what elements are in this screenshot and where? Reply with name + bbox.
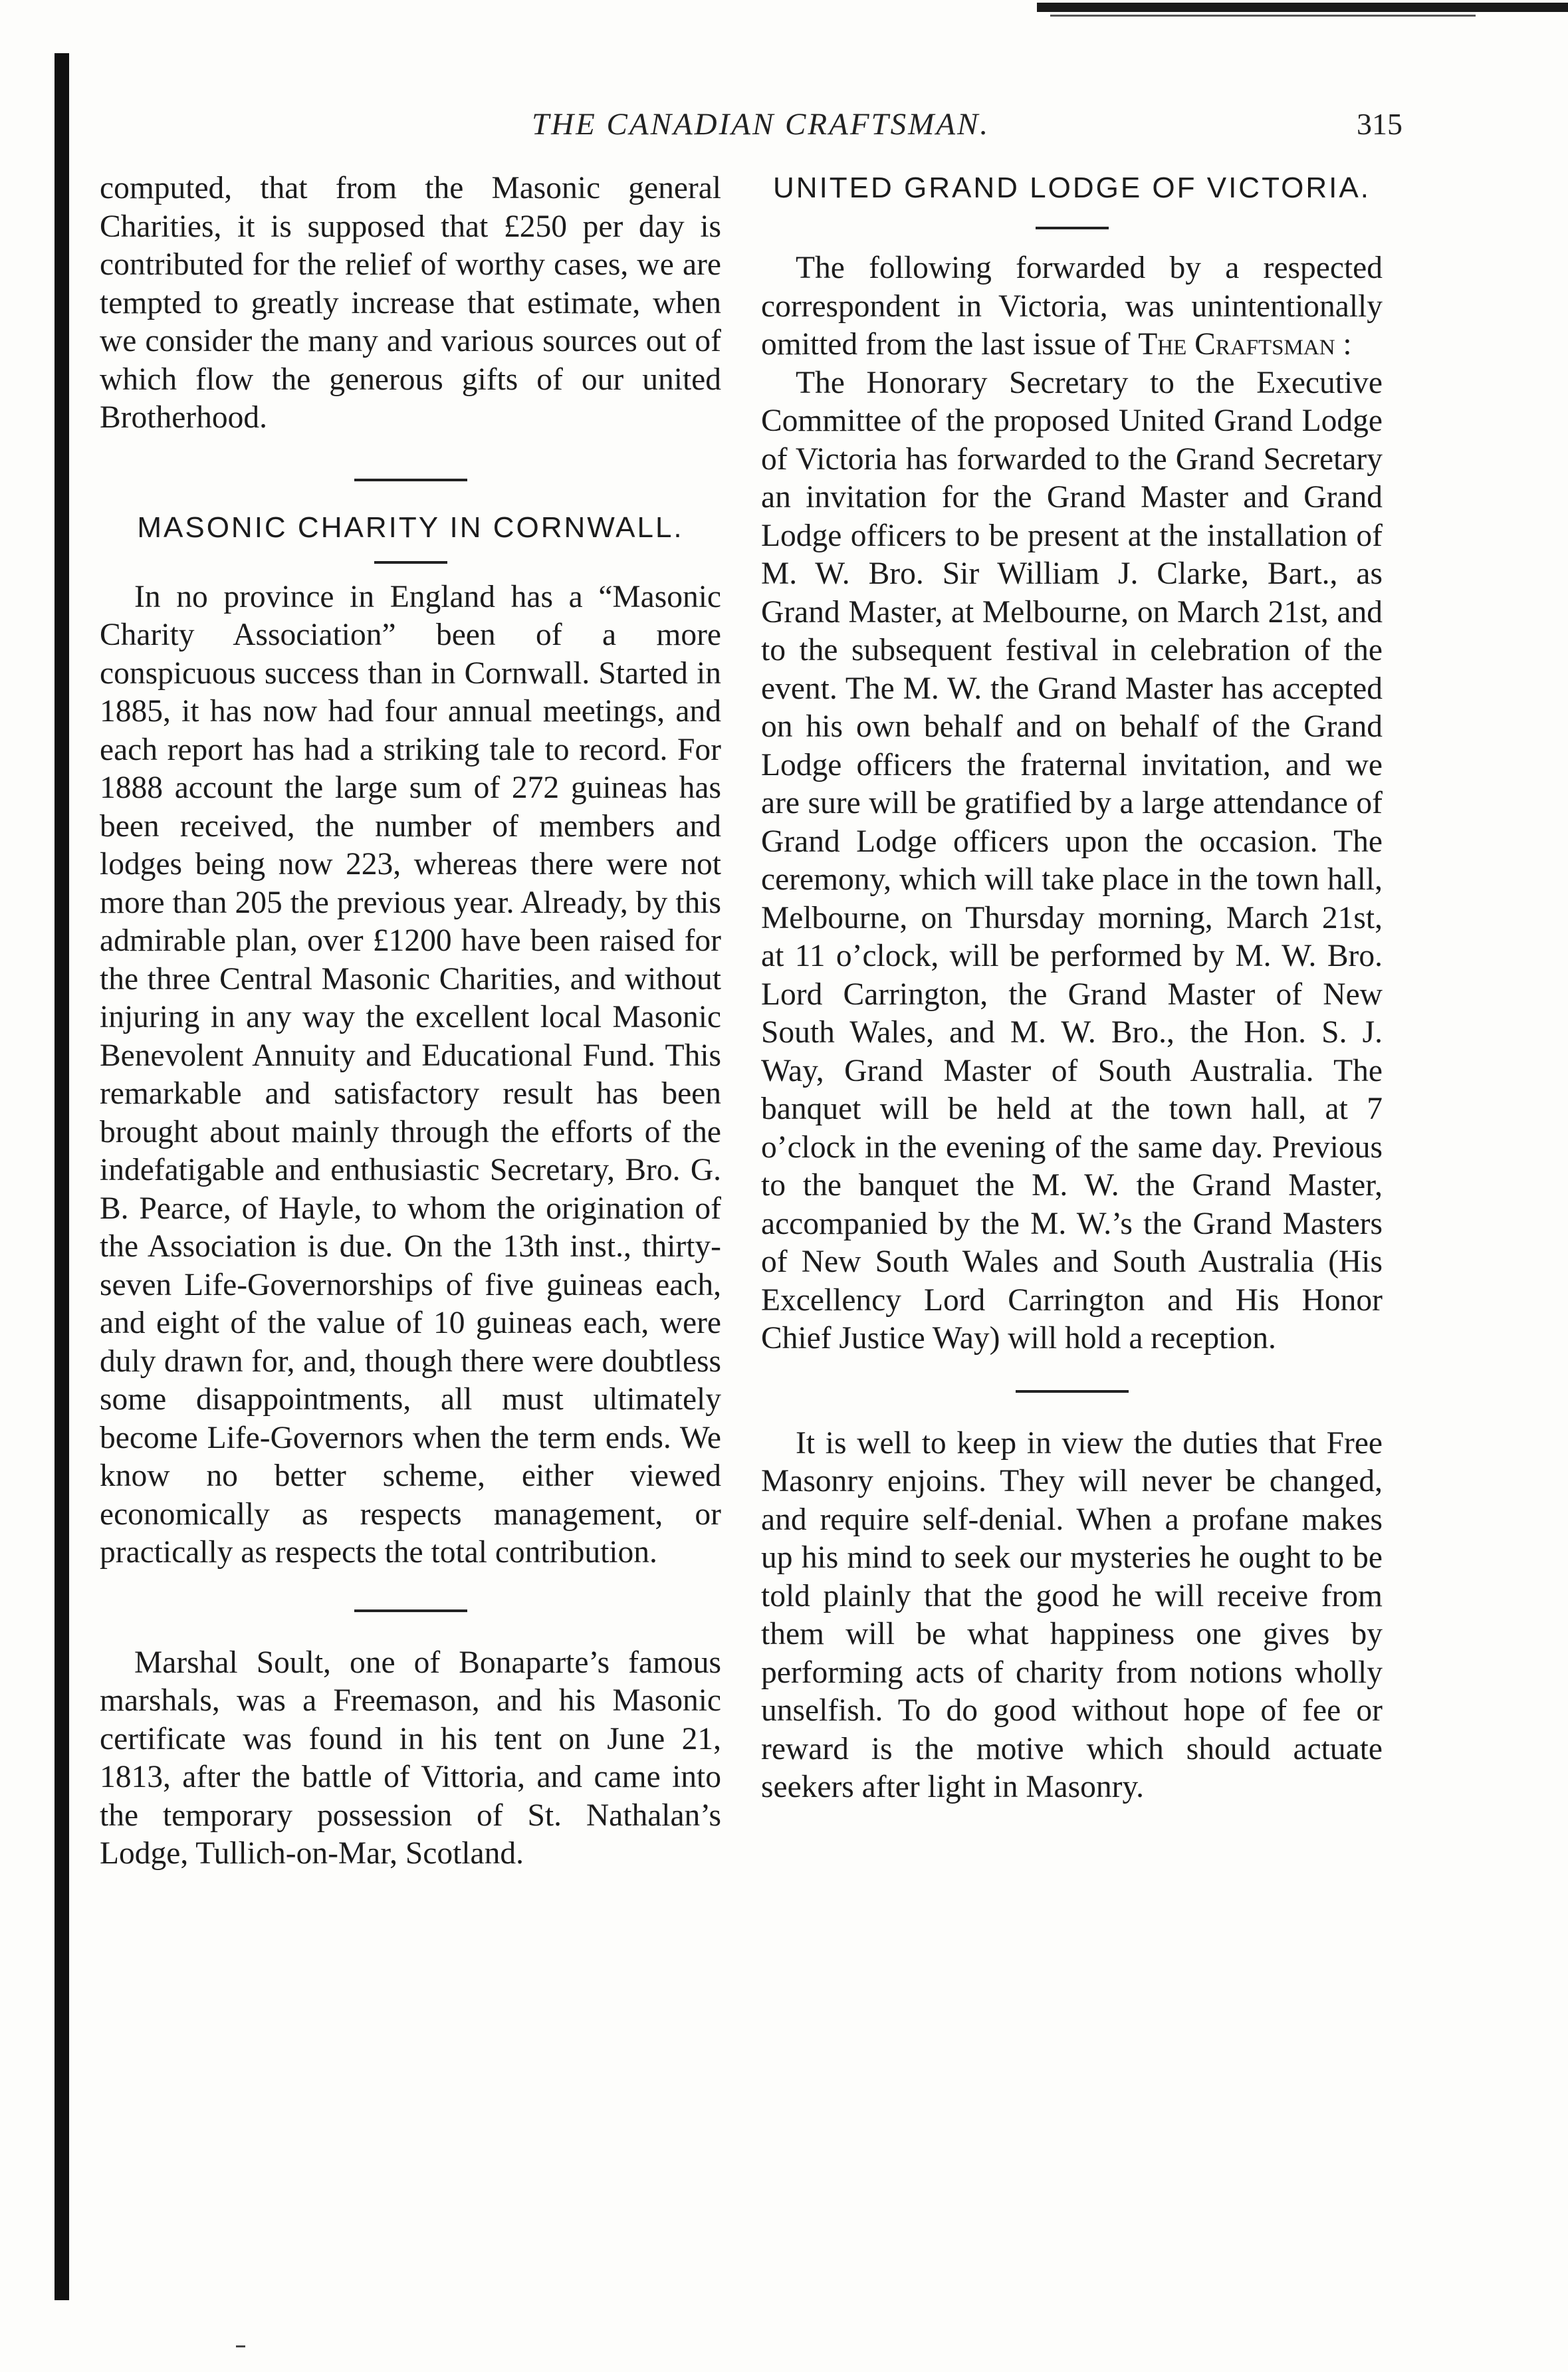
article-intro-victoria: [761, 249, 1383, 364]
article-body-cornwall: In no province in England has a “Masonic Charity Association” been of a more conspicuous success than in Cornwall. Started in 1885, it has now had four annual meetings, and each report has had a striking tale to record. For 1888 account the large sum of 272 guineas has been received, the number of members and lodges being now 223, whereas there were not more than 205 the previous year. Already, by this admirable plan, over £1200 have been raised for the three Central Masonic Charities, and without injuring in any way the excellent local Masonic Benevolent Annuity and Educational Fund. This remarkable and satisfactory result has been brought about mainly through the efforts of the indefatigable and enthusiastic Secretary, Bro. G. B. Pearce, of Hayle, to whom the origination of the Association is due. On the 13th inst., thirty-seven Life-Governorships of five guineas each, and eight of the value of 10 guineas each, were duly drawn for, and, though there were doubtless some disappointments, all must ultimately become Life-Governors when the term ends. We know no better scheme, either viewed economically as respects management, or practically as respects the total contribution.: [100, 579, 721, 1570]
intro-end: :: [1335, 327, 1352, 362]
article-body-duties: It is well to keep in view the duties that Free Masonry enjoins. They will never be changed, and require self-denial. When a profane makes up his mind to seek our mysteries he ought to be told plainly that the good he will receive from them will be what happiness one gives by performing acts of charity from notions wholly unselfish. To do good without hope of fee or reward is the motive which should actuate seekers after light in Masonry.: [761, 1425, 1383, 1804]
intro-text: The following forwarded by a respected correspondent in Victoria, was unintentionally omitted from the last issue of: [761, 251, 1383, 362]
article-title-victoria: UNITED GRAND LODGE OF VICTORIA.: [773, 172, 1371, 204]
intro-paragraph: computed, that from the Masonic general Charities, it is supposed that £250 per day is contributed for the relief of worthy cases, we are tempted to greatly increase that estimate, when we consider the many and various sources out of which flow the generous gifts of our united Brotherhood.: [100, 171, 721, 435]
top-edge-line: [1050, 15, 1476, 17]
running-head: THE CANADIAN CRAFTSMAN.: [532, 107, 990, 142]
article-title-cornwall: MASONIC CHARITY IN CORNWALL.: [137, 511, 684, 544]
right-column: [761, 170, 1383, 1807]
left-column: [100, 170, 721, 1873]
page-number: 315: [1357, 107, 1402, 141]
article-body-victoria: The Honorary Secretary to the Executive Committee of the proposed United Grand Lodge of Victoria has forwarded to the Grand Secretary an invitation for the Grand Master and Grand Lodge officers to be present at the installation of M. W. Bro. Sir William J. Clarke, Bart., as Grand Master, at Melbourne, on March 21st, and to the subsequent festival in celebration of the event. The M. W. the Grand Master has accepted on his own behalf and on behalf of the Grand Lodge officers the fraternal invitation, and we are sure will be gratified by a large attendance of Grand Lodge officers upon the occasion. The ceremony, which will take place in the town hall, Melbourne, on Thursday morning, March 21st, at 11 o’clock, will be performed by M. W. Bro. Lord Carrington, the Grand Master of New South Wales, and M. W. Bro., the Hon. S. J. Way, Grand Master of South Australia. The banquet will be held at the town hall, at 7 o’clock in the evening of the same day. Previous to the banquet the M. W. the Grand Master, accompanied by the M. W.’s the Grand Masters of New South Wales and South Australia (His Excellency Lord Carrington and His Honor Chief Justice Way) will hold a reception.: [761, 365, 1383, 1356]
publication-name: The Craftsman: [1138, 327, 1335, 362]
binding-edge-bar: [55, 53, 69, 2300]
bottom-mark: [236, 2345, 245, 2347]
article-body-soult: Marshal Soult, one of Bonaparte’s famous marshals, was a Freemason, and his Masonic certificate was found in his tent on June 21, 1813, after the battle of Vittoria, and came into the temporary possession of St. Nathalan’s Lodge, Tullich-on-Mar, Scotland.: [100, 1645, 721, 1871]
top-edge-bar: [1037, 3, 1568, 12]
page-header: [106, 106, 1402, 153]
